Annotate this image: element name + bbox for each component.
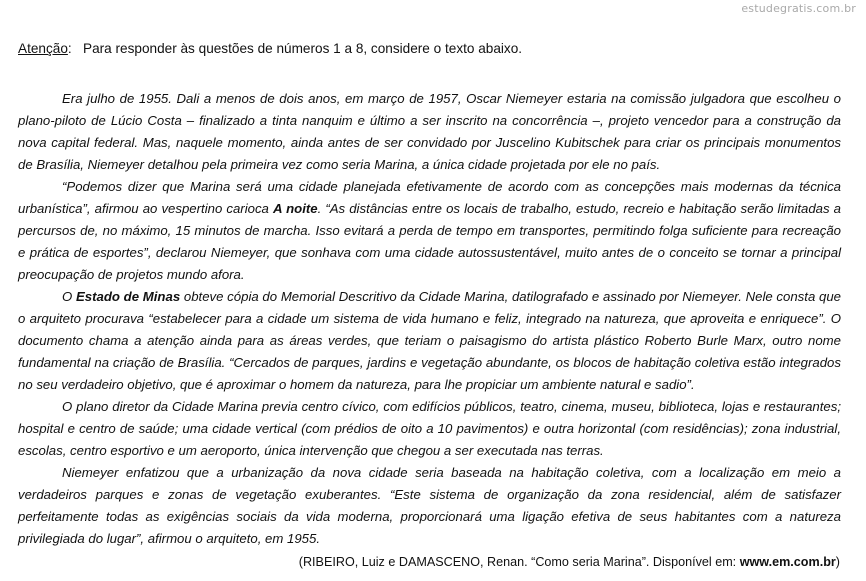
notice-label: Atenção: [18, 41, 68, 56]
paragraph-3: [18, 286, 841, 396]
newspaper-name-a-noite: A noite: [272, 201, 318, 216]
citation-close: ): [835, 555, 840, 569]
paragraph-2: [18, 176, 841, 286]
paragraph-1: Era julho de 1955. Dali a menos de dois anos, em março de 1957, Oscar Niemeyer estaria na comissão julgadora que escolheu o plano-piloto de Lúcio Costa – finalizado a tinta nanquim e último a ser inscrito na concorrência –, projeto vencedor para a construção da nova capital federal. Mas, naquele momento, ainda antes de ser convidado por Juscelino Kubitschek para criar os principais monumentos de Brasília, Niemeyer detalhou pela primeira vez como seria Marina, a única cidade projetada por ele no país.: [18, 91, 841, 172]
paragraph-5: Niemeyer enfatizou que a urbanização da nova cidade seria baseada na habitação coletiva, com a localização em meio a verdadeiros parques e zonas de vegetação exuberantes. “Este sistema de organização da zona residencial, além de satisfazer perfeitamente todas as exigências sociais da vida moderna, proporcionará uma ligação efetiva de seus habitantes com a natureza privilegiada do lugar”, afirmou o arquiteto, em 1955.: [18, 465, 841, 546]
notice-text: Para responder às questões de números 1 a 8, considere o texto abaixo.: [83, 41, 523, 56]
citation-text: (RIBEIRO, Luiz e DAMASCENO, Renan. “Como seria Marina”. Disponível em:: [298, 555, 740, 569]
notice-colon: :: [67, 41, 72, 56]
notice-line: [18, 40, 522, 58]
source-citation: [299, 553, 840, 571]
paragraph-4: O plano diretor da Cidade Marina previa centro cívico, com edifícios públicos, teatro, cinema, museu, biblioteca, lojas e restaurantes; hospital e centro de saúde; uma cidade vertical (com prédios de oito a 10 pavimentos) e outra horizontal (com residências); zona industrial, escolas, centro esportivo e um aeroporto, única intervenção que chegou a ser executada nas terras.: [18, 399, 841, 458]
paragraph-3-part-a: O: [62, 289, 76, 304]
newspaper-name-estado-de-minas: Estado de Minas: [75, 289, 181, 304]
paragraph-2-part-b: . “As distâncias entre os locais de trabalho, estudo, recreio e habitação serão limitadas a percursos de, no máximo, 15 minutos de marcha. Isso evitará a perda de tempo em transportes, permitindo folga suficiente para recreação e prática de esportes”, declarou Niemeyer, que sonhava com uma cidade autossustentável, muito antes de o conceito se tornar a principal preocupação de projetos mundo afora.: [18, 201, 841, 282]
paragraph-3-part-b: obteve cópia do Memorial Descritivo da Cidade Marina, datilografado e assinado por Niemeyer. Nele consta que o arquiteto procurava “estabelecer para a cidade um sistema de vida humano e feliz, integrado na natureza, que aproveita e enriquece”. O documento chama a atenção ainda para as áreas verdes, que teriam o paisagismo do artista plástico Roberto Burle Marx, outro nome fundamental na criação de Brasília. “Cercados de parques, jardins e vegetação abundante, os blocos de habitação coletiva estão integrados no seu verdadeiro objetivo, que é aproximar o homem da natureza, para lhe propiciar um ambiente natural e sadio”.: [18, 289, 841, 392]
site-watermark: estudegratis.com.br: [741, 2, 856, 15]
article-body: [18, 88, 841, 550]
citation-url: www.em.com.br: [739, 555, 836, 569]
paragraph-2-part-a: “Podemos dizer que Marina será uma cidade planejada efetivamente de acordo com as concepções mais modernas da técnica urbanística”, afirmou ao vespertino carioca: [18, 179, 841, 216]
